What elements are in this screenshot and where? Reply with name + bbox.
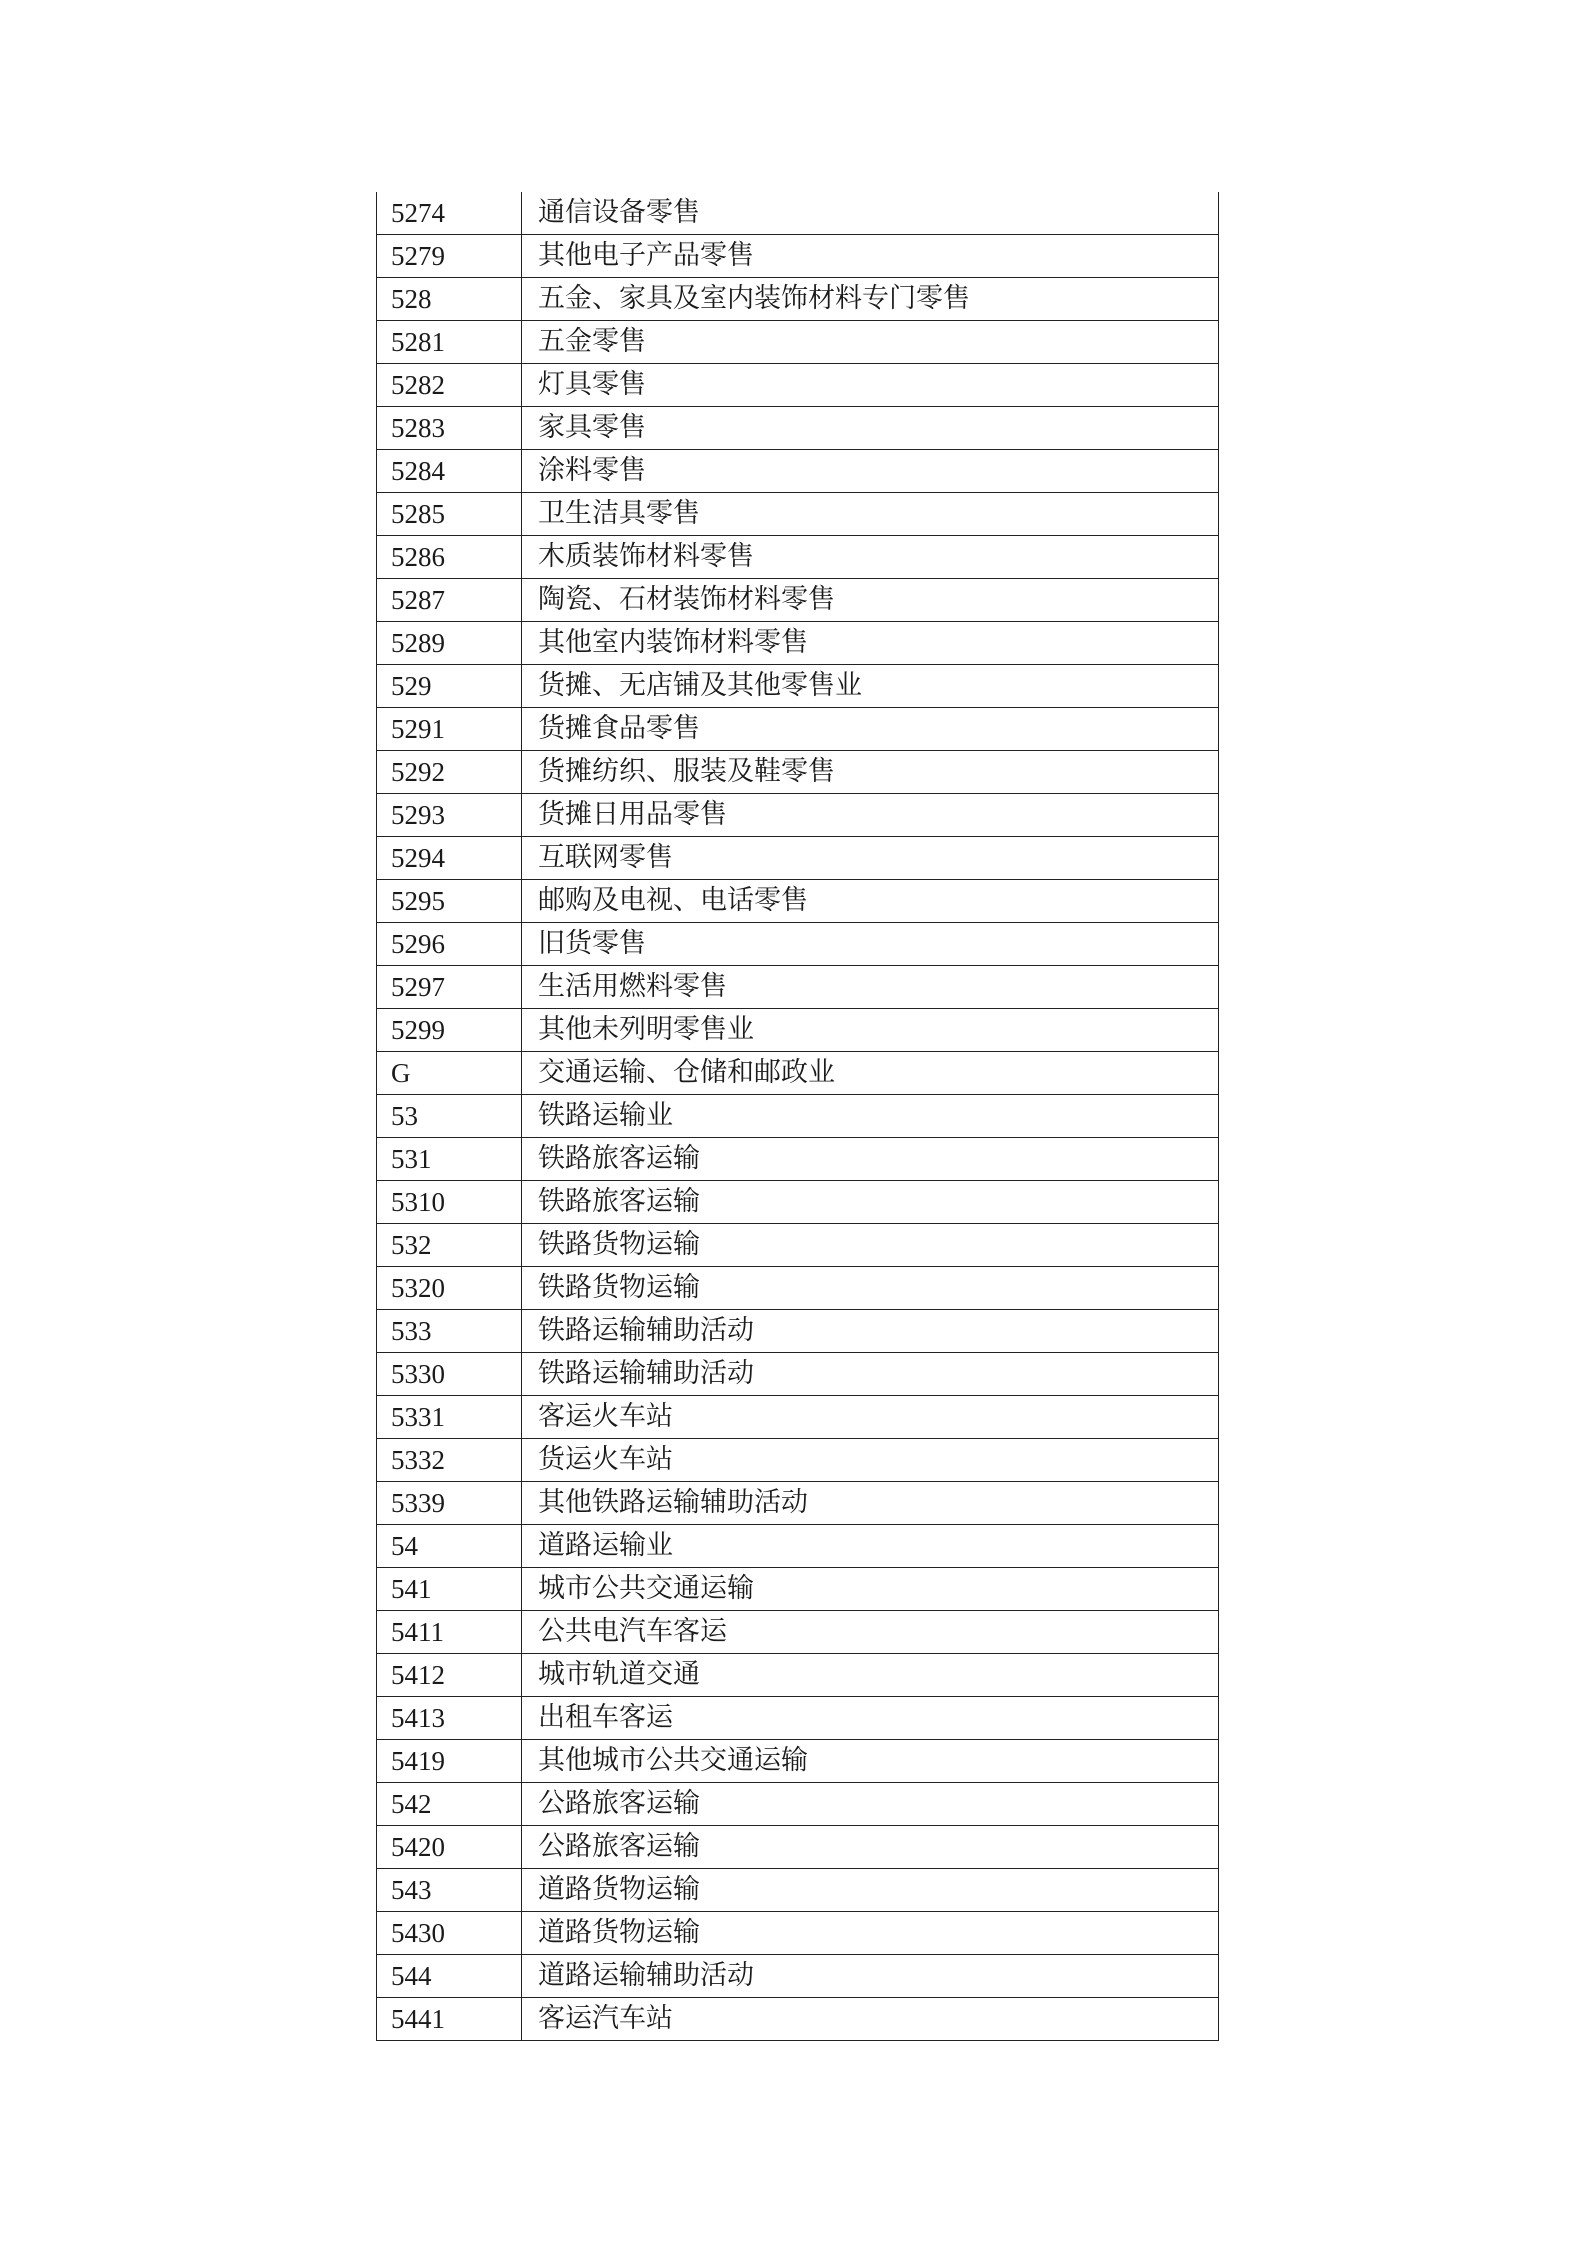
industry-code-cell: 5441 <box>377 1998 522 2041</box>
industry-code-cell: 529 <box>377 665 522 708</box>
industry-name-cell: 卫生洁具零售 <box>522 493 1219 536</box>
industry-code-cell: 5284 <box>377 450 522 493</box>
table-row <box>377 751 1219 794</box>
industry-name-cell: 其他未列明零售业 <box>522 1009 1219 1052</box>
industry-name-cell: 其他电子产品零售 <box>522 235 1219 278</box>
industry-code-cell: 5297 <box>377 966 522 1009</box>
industry-name-cell: 其他城市公共交通运输 <box>522 1740 1219 1783</box>
industry-name-cell: 铁路运输辅助活动 <box>522 1310 1219 1353</box>
industry-name-cell: 公共电汽车客运 <box>522 1611 1219 1654</box>
table-row <box>377 1697 1219 1740</box>
table-row <box>377 1740 1219 1783</box>
industry-name-cell: 货摊日用品零售 <box>522 794 1219 837</box>
table-row <box>377 1138 1219 1181</box>
table-row <box>377 1654 1219 1697</box>
industry-name-cell: 铁路运输辅助活动 <box>522 1353 1219 1396</box>
table-row <box>377 1181 1219 1224</box>
industry-code-cell: 5412 <box>377 1654 522 1697</box>
industry-code-cell: 5339 <box>377 1482 522 1525</box>
industry-name-cell: 涂料零售 <box>522 450 1219 493</box>
table-body <box>377 192 1219 2041</box>
table-row <box>377 1009 1219 1052</box>
industry-name-cell: 货运火车站 <box>522 1439 1219 1482</box>
industry-name-cell: 互联网零售 <box>522 837 1219 880</box>
table-row <box>377 665 1219 708</box>
industry-code-cell: 5332 <box>377 1439 522 1482</box>
table-row <box>377 794 1219 837</box>
industry-code-cell: 542 <box>377 1783 522 1826</box>
industry-name-cell: 出租车客运 <box>522 1697 1219 1740</box>
industry-code-cell: 543 <box>377 1869 522 1912</box>
table-row <box>377 1267 1219 1310</box>
industry-name-cell: 铁路旅客运输 <box>522 1181 1219 1224</box>
industry-name-cell: 铁路旅客运输 <box>522 1138 1219 1181</box>
industry-name-cell: 道路货物运输 <box>522 1912 1219 1955</box>
table-row <box>377 450 1219 493</box>
industry-code-cell: 5292 <box>377 751 522 794</box>
industry-name-cell: 货摊食品零售 <box>522 708 1219 751</box>
table-row <box>377 1396 1219 1439</box>
industry-name-cell: 五金零售 <box>522 321 1219 364</box>
table-row <box>377 1525 1219 1568</box>
table-row <box>377 966 1219 1009</box>
industry-code-table <box>376 192 1219 2041</box>
table-row <box>377 1912 1219 1955</box>
industry-name-cell: 陶瓷、石材装饰材料零售 <box>522 579 1219 622</box>
table-row <box>377 923 1219 966</box>
industry-name-cell: 客运汽车站 <box>522 1998 1219 2041</box>
table-row <box>377 880 1219 923</box>
industry-name-cell: 城市公共交通运输 <box>522 1568 1219 1611</box>
industry-code-cell: 5413 <box>377 1697 522 1740</box>
industry-code-cell: 5279 <box>377 235 522 278</box>
industry-code-cell: 528 <box>377 278 522 321</box>
table-row <box>377 1095 1219 1138</box>
industry-code-cell: 5283 <box>377 407 522 450</box>
table-row <box>377 235 1219 278</box>
table-row <box>377 1052 1219 1095</box>
industry-name-cell: 铁路运输业 <box>522 1095 1219 1138</box>
industry-name-cell: 道路运输辅助活动 <box>522 1955 1219 1998</box>
table-row <box>377 536 1219 579</box>
industry-name-cell: 公路旅客运输 <box>522 1783 1219 1826</box>
industry-code-cell: 5430 <box>377 1912 522 1955</box>
industry-name-cell: 铁路货物运输 <box>522 1267 1219 1310</box>
industry-name-cell: 家具零售 <box>522 407 1219 450</box>
industry-name-cell: 货摊纺织、服装及鞋零售 <box>522 751 1219 794</box>
industry-name-cell: 道路运输业 <box>522 1525 1219 1568</box>
table-row <box>377 1955 1219 1998</box>
industry-code-cell: 5331 <box>377 1396 522 1439</box>
industry-name-cell: 交通运输、仓储和邮政业 <box>522 1052 1219 1095</box>
industry-code-cell: 541 <box>377 1568 522 1611</box>
table-row <box>377 1224 1219 1267</box>
table-row <box>377 1869 1219 1912</box>
table-row <box>377 493 1219 536</box>
industry-code-cell: 53 <box>377 1095 522 1138</box>
table-row <box>377 364 1219 407</box>
industry-name-cell: 城市轨道交通 <box>522 1654 1219 1697</box>
industry-name-cell: 道路货物运输 <box>522 1869 1219 1912</box>
industry-name-cell: 货摊、无店铺及其他零售业 <box>522 665 1219 708</box>
industry-name-cell: 旧货零售 <box>522 923 1219 966</box>
industry-name-cell: 公路旅客运输 <box>522 1826 1219 1869</box>
table-row <box>377 1482 1219 1525</box>
industry-code-cell: 5274 <box>377 192 522 235</box>
table-row <box>377 1826 1219 1869</box>
industry-code-cell: 5286 <box>377 536 522 579</box>
table-row <box>377 407 1219 450</box>
industry-code-cell: 54 <box>377 1525 522 1568</box>
industry-name-cell: 通信设备零售 <box>522 192 1219 235</box>
industry-code-cell: 5289 <box>377 622 522 665</box>
industry-code-cell: 5296 <box>377 923 522 966</box>
industry-name-cell: 邮购及电视、电话零售 <box>522 880 1219 923</box>
industry-code-cell: 5420 <box>377 1826 522 1869</box>
table-row <box>377 192 1219 235</box>
industry-code-cell: 5330 <box>377 1353 522 1396</box>
table-row <box>377 622 1219 665</box>
industry-code-cell: 5291 <box>377 708 522 751</box>
industry-code-cell: 5310 <box>377 1181 522 1224</box>
industry-code-cell: 5285 <box>377 493 522 536</box>
industry-code-cell: 533 <box>377 1310 522 1353</box>
industry-name-cell: 铁路货物运输 <box>522 1224 1219 1267</box>
table-row <box>377 1353 1219 1396</box>
industry-code-cell: 5295 <box>377 880 522 923</box>
table-row <box>377 1783 1219 1826</box>
table-row <box>377 278 1219 321</box>
table-row <box>377 837 1219 880</box>
industry-name-cell: 客运火车站 <box>522 1396 1219 1439</box>
industry-code-cell: 5320 <box>377 1267 522 1310</box>
industry-code-cell: 5287 <box>377 579 522 622</box>
table-row <box>377 1998 1219 2041</box>
industry-code-cell: 5411 <box>377 1611 522 1654</box>
table-row <box>377 1310 1219 1353</box>
table-row <box>377 1568 1219 1611</box>
industry-code-cell: 532 <box>377 1224 522 1267</box>
industry-name-cell: 其他室内装饰材料零售 <box>522 622 1219 665</box>
industry-code-cell: 5294 <box>377 837 522 880</box>
table-row <box>377 708 1219 751</box>
industry-code-cell: 5281 <box>377 321 522 364</box>
table-row <box>377 1439 1219 1482</box>
industry-code-cell: G <box>377 1052 522 1095</box>
table-row <box>377 1611 1219 1654</box>
industry-code-cell: 544 <box>377 1955 522 1998</box>
table-row <box>377 579 1219 622</box>
industry-code-cell: 5419 <box>377 1740 522 1783</box>
industry-name-cell: 灯具零售 <box>522 364 1219 407</box>
industry-code-cell: 5282 <box>377 364 522 407</box>
industry-name-cell: 生活用燃料零售 <box>522 966 1219 1009</box>
industry-name-cell: 其他铁路运输辅助活动 <box>522 1482 1219 1525</box>
industry-name-cell: 木质装饰材料零售 <box>522 536 1219 579</box>
industry-code-cell: 531 <box>377 1138 522 1181</box>
industry-code-cell: 5299 <box>377 1009 522 1052</box>
industry-code-cell: 5293 <box>377 794 522 837</box>
industry-name-cell: 五金、家具及室内装饰材料专门零售 <box>522 278 1219 321</box>
table-row <box>377 321 1219 364</box>
